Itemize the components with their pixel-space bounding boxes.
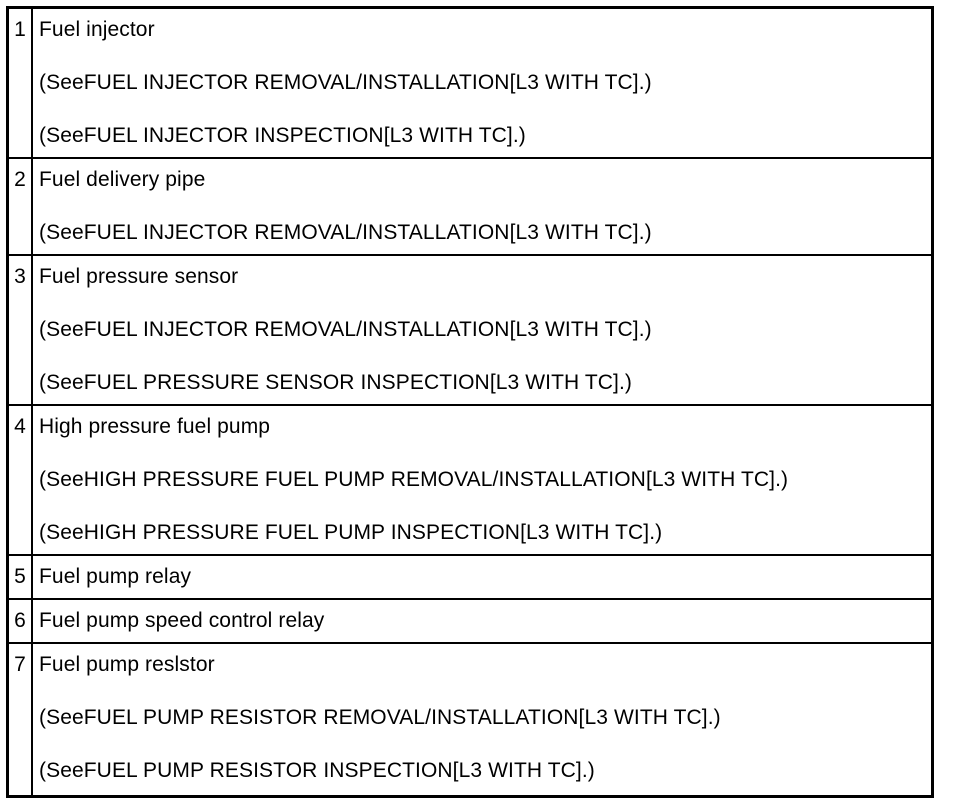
item-number: 2: [9, 159, 33, 254]
reference-link[interactable]: (SeeFUEL PUMP RESISTOR INSPECTION[L3 WITH TC].): [39, 759, 595, 782]
part-name: Fuel pressure sensor: [39, 265, 239, 288]
reference-link[interactable]: (SeeHIGH PRESSURE FUEL PUMP REMOVAL/INSTALLATION[L3 WITH TC].): [39, 468, 789, 491]
reference-link[interactable]: (SeeFUEL INJECTOR REMOVAL/INSTALLATION[L3 WITH TC].): [39, 221, 652, 244]
part-name: High pressure fuel pump: [39, 415, 271, 438]
table-row: [9, 406, 931, 556]
part-name: Fuel pump speed control relay: [39, 609, 325, 632]
item-description: [33, 644, 931, 795]
item-number: 6: [9, 600, 33, 642]
part-name: Fuel pump relay: [39, 565, 192, 588]
item-number: 4: [9, 406, 33, 554]
item-description: [33, 9, 931, 157]
item-description: [33, 556, 931, 598]
item-description: [33, 159, 931, 254]
item-number: 3: [9, 256, 33, 404]
table-row: [9, 9, 931, 159]
table-row: [9, 256, 931, 406]
part-name: Fuel injector: [39, 18, 155, 41]
reference-link[interactable]: (SeeFUEL INJECTOR REMOVAL/INSTALLATION[L3 WITH TC].): [39, 71, 652, 94]
table-row: [9, 556, 931, 600]
part-name: Fuel delivery pipe: [39, 168, 206, 191]
reference-link[interactable]: (SeeFUEL INJECTOR INSPECTION[L3 WITH TC].): [39, 124, 526, 147]
item-number: 7: [9, 644, 33, 795]
item-description: [33, 256, 931, 404]
item-description: [33, 406, 931, 554]
item-description: [33, 600, 931, 642]
reference-link[interactable]: (SeeFUEL INJECTOR REMOVAL/INSTALLATION[L3 WITH TC].): [39, 318, 652, 341]
table-row: [9, 159, 931, 256]
table-row: [9, 600, 931, 644]
item-number: 1: [9, 9, 33, 157]
reference-link[interactable]: (SeeFUEL PUMP RESISTOR REMOVAL/INSTALLATION[L3 WITH TC].): [39, 706, 721, 729]
part-name: Fuel pump reslstor: [39, 653, 215, 676]
item-number: 5: [9, 556, 33, 598]
reference-link[interactable]: (SeeHIGH PRESSURE FUEL PUMP INSPECTION[L3 WITH TC].): [39, 521, 663, 544]
reference-link[interactable]: (SeeFUEL PRESSURE SENSOR INSPECTION[L3 WITH TC].): [39, 371, 633, 394]
parts-table: [6, 6, 934, 798]
table-row: [9, 644, 931, 795]
